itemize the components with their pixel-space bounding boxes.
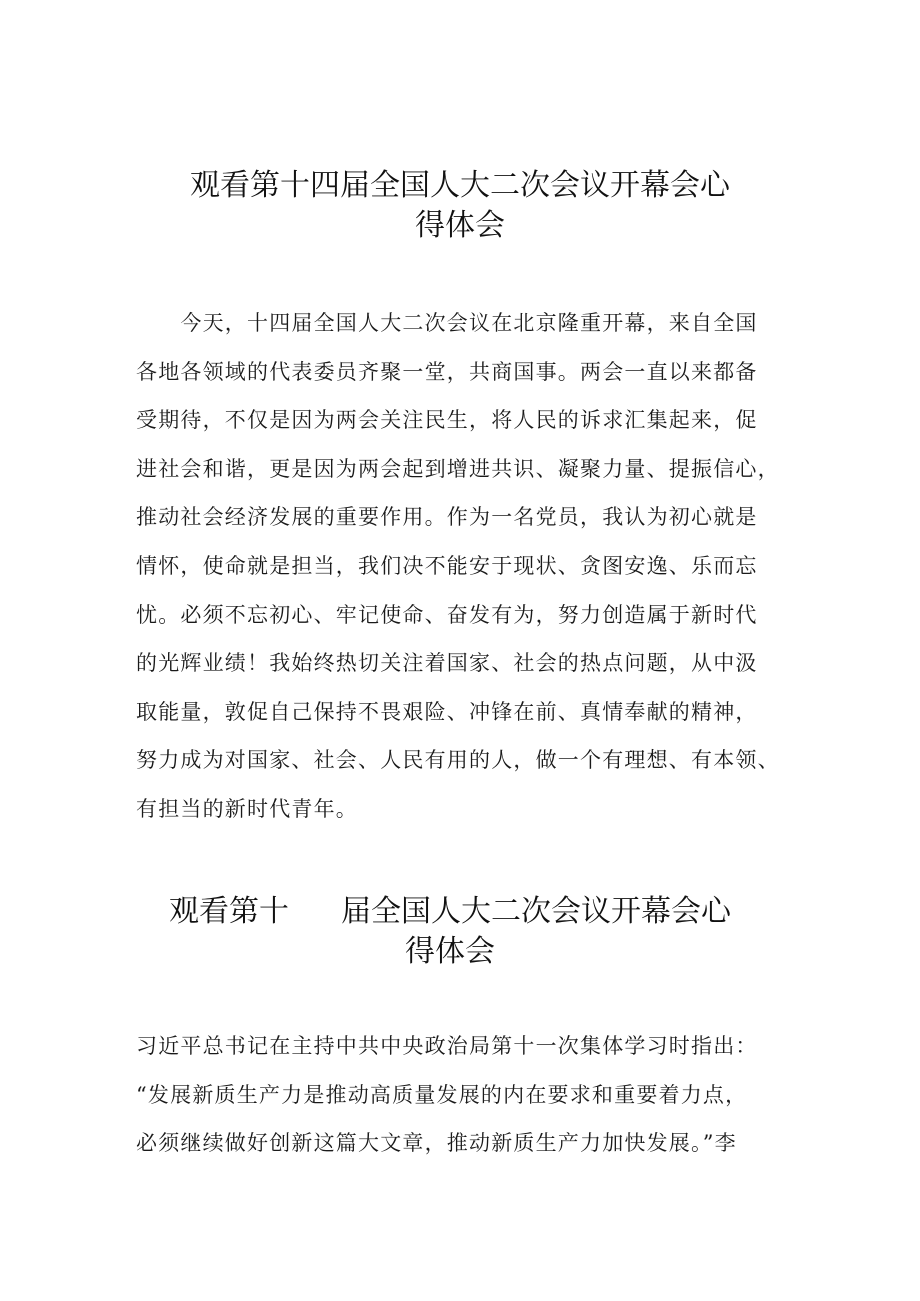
section-1-title-line-2: 得体会 bbox=[415, 208, 505, 243]
paragraph-line: 各地各领域的代表委员齐聚一堂，共商国事。两会一直以来都备 bbox=[136, 359, 758, 384]
paragraph-line: “发展新质生产力是推动高质量发展的内在要求和重要着力点， bbox=[136, 1082, 748, 1107]
paragraph-line: 忧。必须不忘初心、牢记使命、奋发有为，努力创造属于新时代 bbox=[136, 602, 758, 627]
paragraph-line: 取能量，敦促自己保持不畏艰险、冲锋在前、真情奉献的精神， bbox=[136, 699, 758, 724]
section-2-title-line-2: 得体会 bbox=[405, 934, 495, 969]
paragraph-line: 受期待，不仅是因为两会关注民生，将人民的诉求汇集起来，促 bbox=[136, 408, 758, 433]
section-1-paragraph bbox=[136, 299, 780, 834]
section-2-title-part-b: 届全国人大二次会议开幕会心 bbox=[341, 894, 731, 929]
section-2-paragraph bbox=[136, 1022, 758, 1168]
section-2-title-part-a: 观看第十 bbox=[169, 894, 289, 929]
section-2-title bbox=[140, 892, 760, 972]
paragraph-line: 推动社会经济发展的重要作用。作为一名党员，我认为初心就是 bbox=[136, 505, 758, 530]
paragraph-line: 必须继续做好创新这篇大文章，推动新质生产力加快发展。”李 bbox=[136, 1131, 737, 1156]
paragraph-line: 的光辉业绩！我始终热切关注着国家、社会的热点问题，从中汲 bbox=[136, 651, 758, 676]
paragraph-line: 情怀，使命就是担当，我们决不能安于现状、贪图安逸、乐而忘 bbox=[136, 553, 758, 578]
section-1-title bbox=[150, 166, 770, 246]
section-2-title-line-1 bbox=[140, 892, 760, 932]
paragraph-line: 有担当的新时代青年。 bbox=[136, 796, 358, 821]
paragraph-line: 习近平总书记在主持中共中央政治局第十一次集体学习时指出： bbox=[136, 1034, 758, 1058]
paragraph-line: 今天，十四届全国人大二次会议在北京隆重开幕，来自全国 bbox=[136, 311, 758, 335]
section-1-title-line-1: 观看第十四届全国人大二次会议开幕会心 bbox=[190, 168, 730, 203]
paragraph-line: 努力成为对国家、社会、人民有用的人，做一个有理想、有本领、 bbox=[136, 748, 780, 773]
paragraph-line: 进社会和谐，更是因为两会起到增进共识、凝聚力量、提振信心， bbox=[136, 456, 780, 481]
